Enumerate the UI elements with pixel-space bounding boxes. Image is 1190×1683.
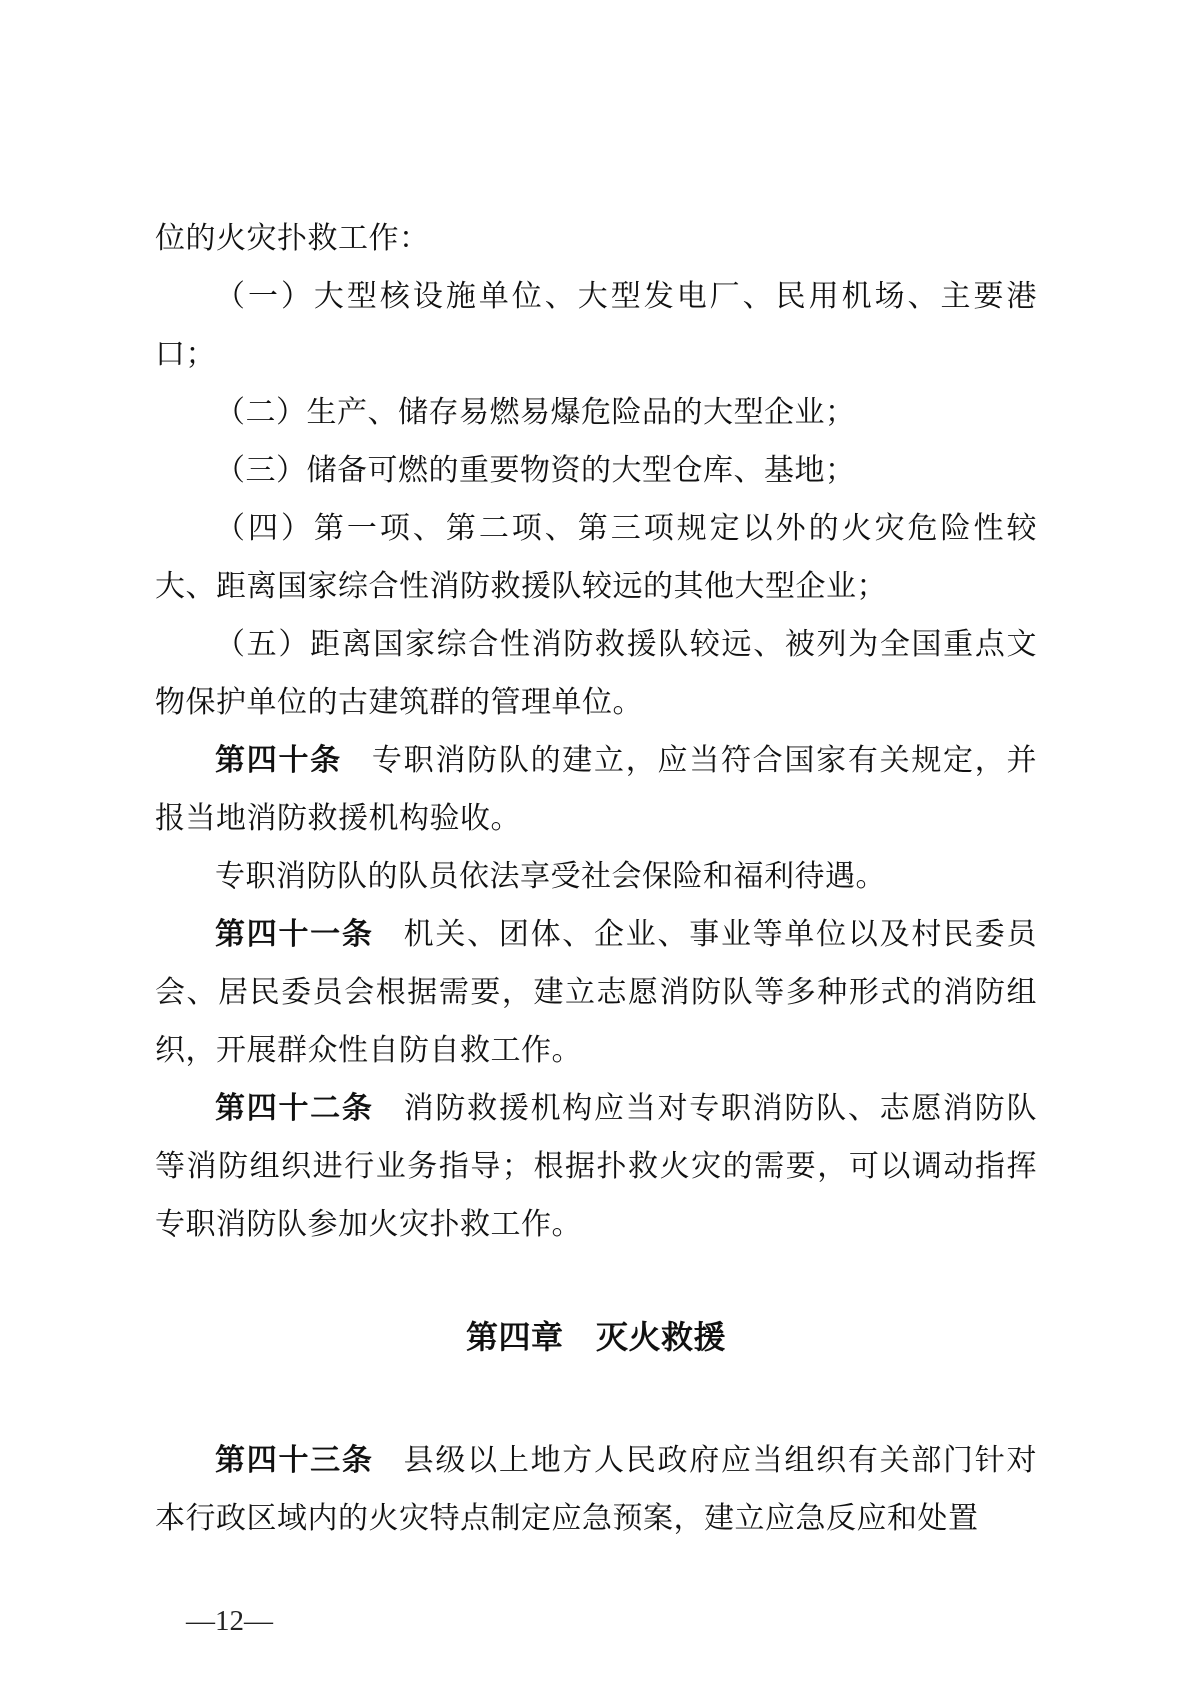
list-item-1: （一）大型核设施单位、大型发电厂、民用机场、主要港口； [155, 280, 1037, 371]
paragraph-continuation: 位的火灾扑救工作： [155, 222, 430, 255]
article-43-number: 第四十三条 [215, 1444, 374, 1477]
article-42-number: 第四十二条 [215, 1092, 374, 1125]
article-41-text: 机关、团体、企业、事业等单位以及村民委员会、居民委员会根据需要，建立志愿消防队等多种形式的消防组织，开展群众性自防自救工作。 [155, 918, 1038, 1067]
article-40-text: 专职消防队的建立，应当符合国家有关规定，并报当地消防救援机构验收。 [155, 744, 1038, 835]
article-41 [155, 906, 1037, 1080]
list-item-2: （二）生产、储存易燃易爆危险品的大型企业； [215, 396, 856, 429]
list-item-4: （四）第一项、第二项、第三项规定以外的火灾危险性较大、距离国家综合性消防救援队较远的其他大型企业； [155, 512, 1037, 603]
chapter-heading: 第四章 灭火救援 [465, 1319, 726, 1355]
article-42-text: 消防救援机构应当对专职消防队、志愿消防队等消防组织进行业务指导；根据扑救火灾的需要，可以调动指挥专职消防队参加火灾扑救工作。 [155, 1092, 1038, 1241]
article-41-number: 第四十一条 [215, 918, 374, 951]
article-42 [155, 1080, 1037, 1254]
page-number: —12— [186, 1605, 273, 1637]
article-40 [155, 732, 1037, 848]
list-item-5: （五）距离国家综合性消防救援队较远、被列为全国重点文物保护单位的古建筑群的管理单位。 [155, 628, 1037, 719]
document-body [155, 210, 1037, 1548]
article-43 [155, 1432, 1037, 1548]
page-footer [186, 1604, 273, 1638]
article-43-text: 县级以上地方人民政府应当组织有关部门针对本行政区域内的火灾特点制定应急预案，建立应急反应和处置 [155, 1444, 1038, 1535]
list-item-3: （三）储备可燃的重要物资的大型仓库、基地； [215, 454, 856, 487]
article-40-paragraph-2: 专职消防队的队员依法享受社会保险和福利待遇。 [215, 860, 886, 893]
article-40-number: 第四十条 [215, 744, 342, 777]
